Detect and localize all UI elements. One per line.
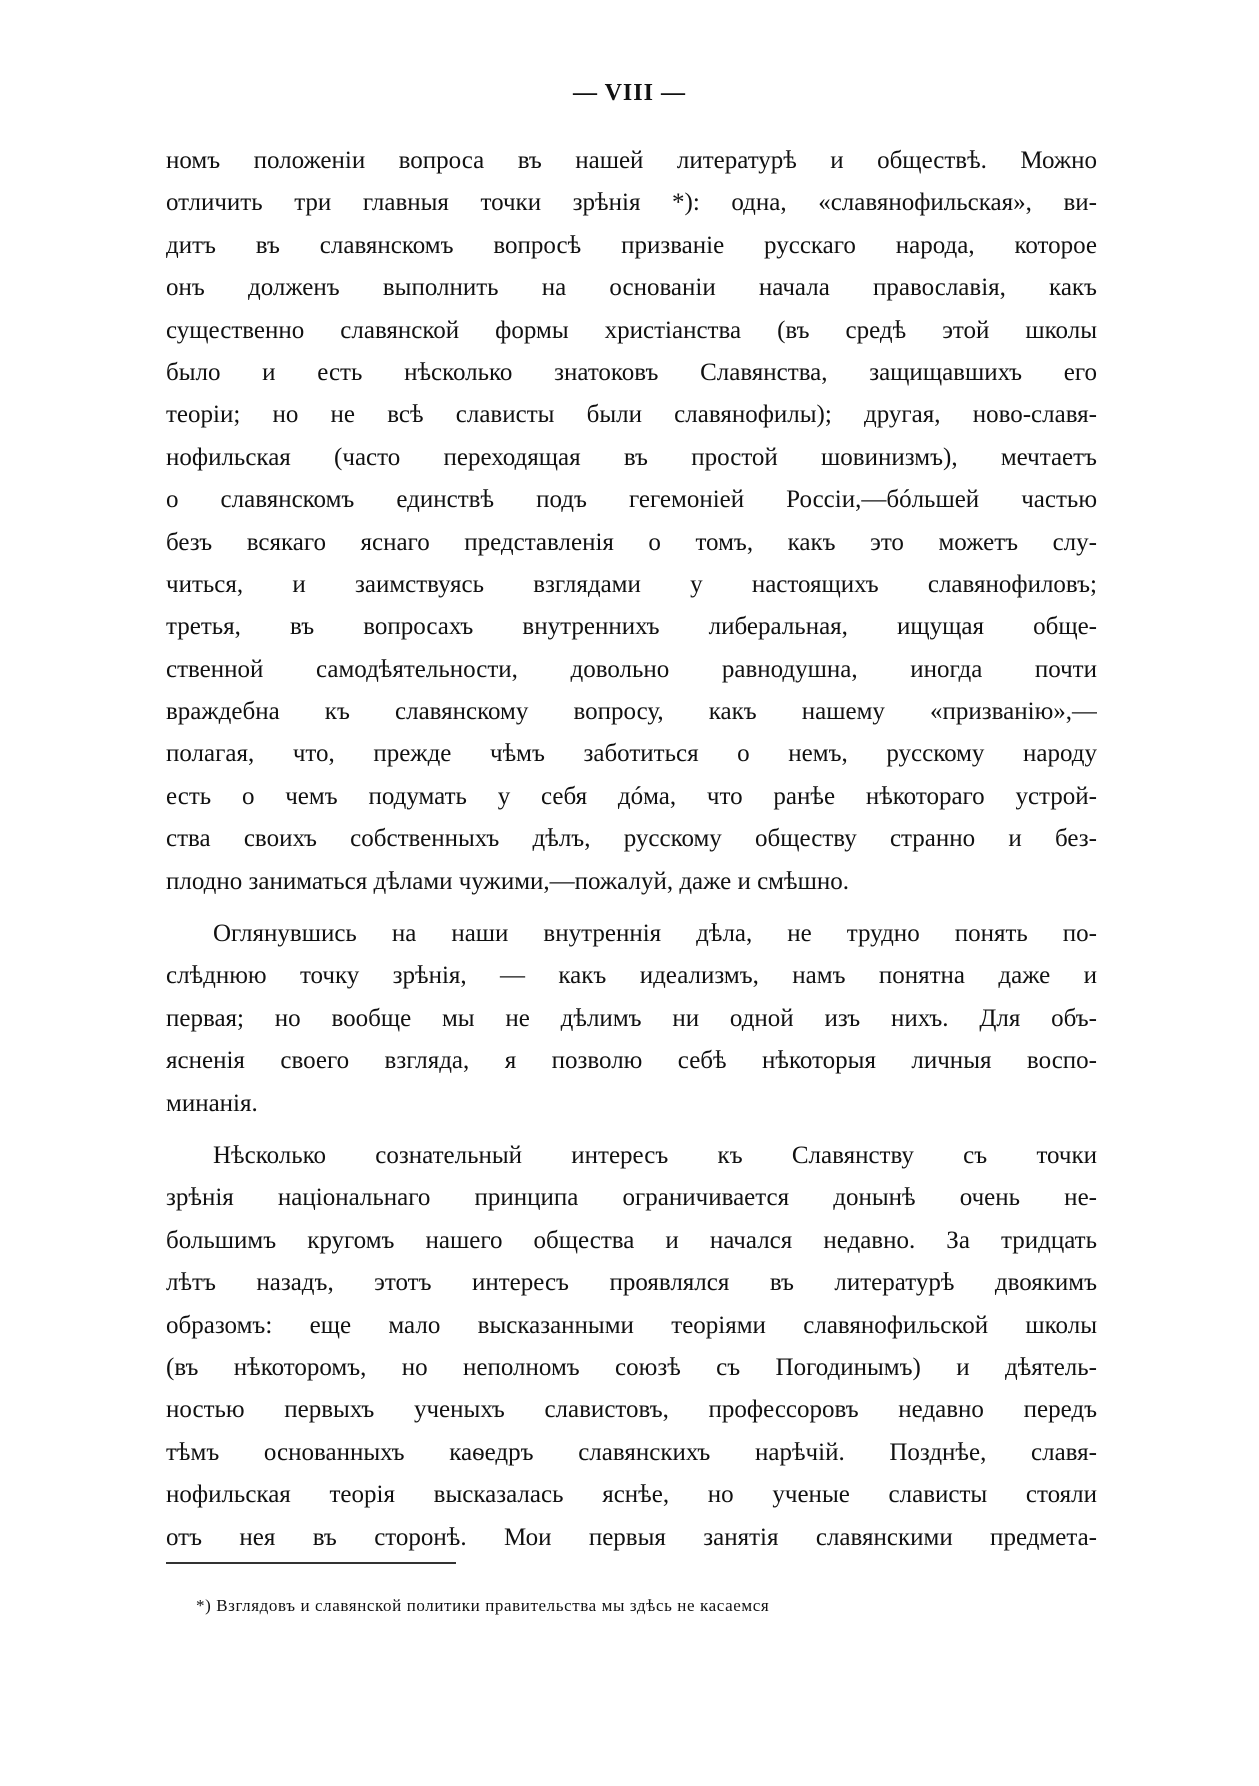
text-line: отъ нея въ сторонѣ. Мои первыя занятія славянскими предмета- xyxy=(166,1523,1097,1551)
text-line: существенно славянской формы христіанства (въ средѣ этой школы xyxy=(166,316,1097,344)
paragraph-gap xyxy=(166,1125,1097,1135)
text-line: слѣднюю точку зрѣнія, — какъ идеализмъ, намъ понятна даже и xyxy=(166,962,1097,990)
page-number: — VIII — xyxy=(573,80,686,106)
paragraph xyxy=(166,1135,1097,1559)
text-line: полагая, что, прежде чѣмъ заботиться о немъ, русскому народу xyxy=(166,740,1097,768)
footnote: *) Взглядовъ и славянской политики правительства мы здѣсь не касаемся xyxy=(196,1596,770,1615)
text-line: плодно заниматься дѣлами чужими,—пожалуй, даже и смѣшно. xyxy=(166,867,849,895)
text-line: ностью первыхъ ученыхъ славистовъ, профессоровъ недавно передъ xyxy=(166,1396,1097,1424)
text-line: тѣмъ основанныхъ каѳедръ славянскихъ нарѣчій. Позднѣе, славя- xyxy=(166,1438,1097,1466)
text-line: номъ положеніи вопроса въ нашей литературѣ и обществѣ. Можно xyxy=(166,147,1097,174)
text-line: онъ долженъ выполнить на основаніи начала православія, какъ xyxy=(166,274,1097,302)
text-line: нофильская теорія высказалась яснѣе, но ученые слависты стояли xyxy=(166,1481,1097,1509)
text-line: ясненія своего взгляда, я позволю себѣ нѣкоторыя личныя воспо- xyxy=(166,1047,1097,1075)
footnote-divider xyxy=(166,1562,456,1564)
text-line: ственной самодѣятельности, довольно равнодушна, иногда почти xyxy=(166,655,1097,683)
text-line: враждебна къ славянскому вопросу, какъ нашему «призванію»,— xyxy=(166,698,1097,726)
text-line: первая; но вообще мы не дѣлимъ ни одной изъ нихъ. Для объ- xyxy=(166,1004,1097,1032)
paragraph-gap xyxy=(166,903,1097,913)
text-line: безъ всякаго яснаго представленія о томъ, какъ это можетъ слу- xyxy=(166,528,1097,556)
text-line: отличить три главныя точки зрѣнія *): одна, «славянофильская», ви- xyxy=(166,189,1097,217)
text-line: образомъ: еще мало высказанными теоріями славянофильской школы xyxy=(166,1311,1097,1339)
paragraph xyxy=(166,913,1097,1125)
text-line: лѣтъ назадъ, этотъ интересъ проявлялся въ литературѣ двоякимъ xyxy=(166,1269,1097,1297)
main-text xyxy=(166,140,1097,1559)
text-line: ства своихъ собственныхъ дѣлъ, русскому обществу странно и без- xyxy=(166,825,1097,853)
text-line: о славянскомъ единствѣ подъ гегемоніей Россіи,—бóльшей частью xyxy=(166,486,1097,514)
text-line: читься, и заимствуясь взглядами у настоящихъ славянофиловъ; xyxy=(166,570,1097,598)
text-line: Нѣсколько сознательный интересъ къ Славянству съ точки xyxy=(213,1141,1097,1169)
text-line: третья, въ вопросахъ внутреннихъ либеральная, ищущая обще- xyxy=(166,613,1097,641)
text-line: есть о чемъ подумать у себя дóма, что ранѣе нѣкотораго устрой- xyxy=(166,782,1097,810)
text-line: было и есть нѣсколько знатоковъ Славянства, защищавшихъ его xyxy=(166,358,1097,386)
text-line: большимъ кругомъ нашего общества и начался недавно. За тридцать xyxy=(166,1226,1097,1254)
text-line: зрѣнія національнаго принципа ограничивается донынѣ очень не- xyxy=(166,1184,1097,1212)
text-line: Оглянувшись на наши внутреннія дѣла, не трудно понять по- xyxy=(213,920,1097,948)
text-line: нофильская (часто переходящая въ простой шовинизмъ), мечтаетъ xyxy=(166,443,1097,471)
text-line: дитъ въ славянскомъ вопросѣ призваніе русскаго народа, которое xyxy=(166,231,1097,259)
text-line: минанія. xyxy=(166,1089,258,1117)
paragraph xyxy=(166,140,1097,903)
text-line: (въ нѣкоторомъ, но неполномъ союзѣ съ Погодинымъ) и дѣятель- xyxy=(166,1353,1097,1381)
text-line: теоріи; но не всѣ слависты были славянофилы); другая, ново-славя- xyxy=(166,401,1097,429)
